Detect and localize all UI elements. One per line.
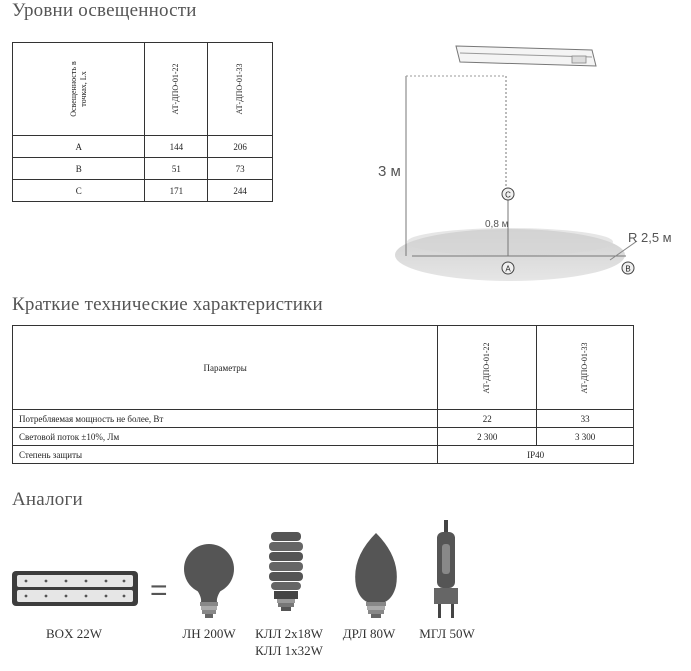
header-model-1-cell [438,326,537,410]
illumination-diagram [360,36,686,286]
header-model-1-label: АТ-ДПО-01-22 [171,63,181,115]
header-model-2-cell [537,326,634,410]
offset-label: 0,8 м [485,219,509,230]
section-title-illumination: Уровни освещенности [12,0,197,21]
point-cell: B [13,158,145,180]
analog-label-incandescent: ЛН 200W [182,626,236,641]
value-cell: IP40 [438,446,634,464]
led-panel-icon [12,571,138,606]
value-cell: 206 [208,136,273,158]
mercury-lamp-icon [355,533,397,618]
header-model-2-cell [208,43,273,136]
value-cell: 73 [208,158,273,180]
header-param-label: Параметры [203,362,247,373]
value-cell: 51 [145,158,208,180]
radius-label: R 2,5 м [628,230,672,245]
point-a-marker [502,262,514,274]
value-cell: 3 300 [537,428,634,446]
table-row [13,410,634,428]
table-row [13,180,273,202]
value-cell: 144 [145,136,208,158]
point-cell: C [13,180,145,202]
table-row [13,136,273,158]
table-row [13,428,634,446]
param-cell: Потребляемая мощность не более, Вт [13,410,438,428]
section-title-specs: Краткие технические характеристики [12,294,323,315]
header-model-1-cell [145,43,208,136]
analog-label-box: BOX 22W [46,626,102,641]
table-row [13,446,634,464]
ceiling-fixture-icon [456,46,596,66]
header-model-2-label: АТ-ДПО-01-33 [580,342,590,393]
analog-label-mercury: ДРЛ 80W [342,626,396,641]
param-cell: Световой поток ±10%, Лм [13,428,438,446]
specs-table-header [13,326,634,410]
table-row [13,158,273,180]
header-param-cell [13,326,438,410]
svg-text:A: A [505,264,511,274]
illumination-table [12,42,273,202]
cfl-bulb-icon [269,532,303,611]
specs-table [12,325,634,464]
header-param-label: Освещенность в точках, Lx [68,61,88,117]
header-param-cell [13,43,145,136]
point-cell: A [13,136,145,158]
analogs-row [10,518,490,624]
value-cell: 171 [145,180,208,202]
point-b-marker [622,262,634,274]
incandescent-bulb-icon [184,544,234,618]
point-c-marker [502,188,514,200]
analog-label-cfl-2: КЛЛ 1х32W [255,643,323,658]
header-model-2-label: АТ-ДПО-01-33 [235,63,245,115]
param-cell: Степень защиты [13,446,438,464]
svg-text:C: C [505,190,511,200]
equals-sign: = [150,574,168,607]
value-cell: 244 [208,180,273,202]
metal-halide-lamp-icon [434,520,458,618]
value-cell: 2 300 [438,428,537,446]
height-label: 3 м [378,163,401,180]
header-model-1-label: АТ-ДПО-01-22 [482,342,492,393]
analog-label-cfl: КЛЛ 2х18W [255,626,323,641]
svg-text:B: B [625,264,631,274]
value-cell: 33 [537,410,634,428]
analog-label-metal-halide: МГЛ 50W [419,626,475,641]
value-cell: 22 [438,410,537,428]
section-title-analogs: Аналоги [12,489,83,510]
illumination-table-header [13,43,273,136]
